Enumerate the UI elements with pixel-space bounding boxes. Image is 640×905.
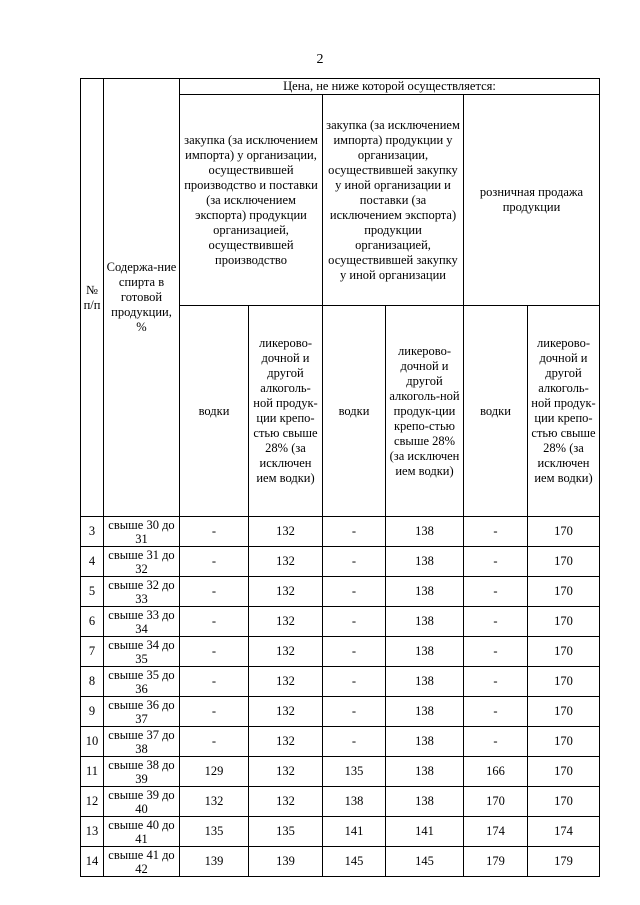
price-cell: - bbox=[180, 697, 249, 727]
price-cell: 170 bbox=[528, 697, 600, 727]
table-row bbox=[81, 847, 600, 877]
table-row bbox=[81, 727, 600, 757]
price-cell: - bbox=[323, 577, 386, 607]
price-cell: 132 bbox=[249, 697, 323, 727]
price-cell: 132 bbox=[249, 547, 323, 577]
price-cell: 141 bbox=[386, 817, 464, 847]
row-number: 9 bbox=[81, 697, 104, 727]
row-number: 12 bbox=[81, 787, 104, 817]
price-cell: 170 bbox=[528, 757, 600, 787]
price-cell: - bbox=[464, 577, 528, 607]
table-row bbox=[81, 517, 600, 547]
price-cell: 166 bbox=[464, 757, 528, 787]
table-row bbox=[81, 697, 600, 727]
price-cell: 132 bbox=[249, 637, 323, 667]
price-cell: 179 bbox=[528, 847, 600, 877]
price-cell: 135 bbox=[180, 817, 249, 847]
price-cell: - bbox=[464, 727, 528, 757]
alcohol-range: свыше 30 до 31 bbox=[104, 517, 180, 547]
price-cell: - bbox=[323, 547, 386, 577]
price-cell: 135 bbox=[249, 817, 323, 847]
alcohol-range: свыше 34 до 35 bbox=[104, 637, 180, 667]
price-cell: - bbox=[323, 667, 386, 697]
alcohol-range: свыше 31 до 32 bbox=[104, 547, 180, 577]
price-cell: - bbox=[464, 547, 528, 577]
price-cell: 132 bbox=[249, 607, 323, 637]
price-cell: 170 bbox=[528, 577, 600, 607]
header-group-producer-purchase: закупка (за исключением импорта) у организации, осуществившей производство и поставки (за исключением экспорта) продукции организацией, осуществившей производство bbox=[180, 95, 323, 306]
table-row bbox=[81, 787, 600, 817]
header-liquor: ликерово-дочной и другой алкоголь-ной продук-ции крепо-стью свыше 28% (за исключен ием водки) bbox=[386, 306, 464, 517]
header-liquor: ликерово-дочной и другой алкоголь-ной продук-ции крепо-стью свыше 28% (за исключен ием водки) bbox=[249, 306, 323, 517]
price-cell: 132 bbox=[249, 667, 323, 697]
price-cell: 132 bbox=[249, 757, 323, 787]
price-cell: 138 bbox=[386, 667, 464, 697]
price-cell: - bbox=[323, 697, 386, 727]
price-cell: 145 bbox=[386, 847, 464, 877]
table-row bbox=[81, 757, 600, 787]
price-cell: - bbox=[464, 517, 528, 547]
price-cell: 132 bbox=[249, 727, 323, 757]
price-cell: - bbox=[464, 697, 528, 727]
price-cell: - bbox=[180, 667, 249, 697]
row-number: 5 bbox=[81, 577, 104, 607]
price-cell: - bbox=[464, 667, 528, 697]
row-number: 7 bbox=[81, 637, 104, 667]
alcohol-range: свыше 33 до 34 bbox=[104, 607, 180, 637]
price-cell: 174 bbox=[464, 817, 528, 847]
price-cell: - bbox=[464, 607, 528, 637]
price-cell: 139 bbox=[180, 847, 249, 877]
table-row bbox=[81, 547, 600, 577]
price-cell: 138 bbox=[386, 697, 464, 727]
price-cell: 170 bbox=[528, 727, 600, 757]
price-cell: - bbox=[323, 607, 386, 637]
row-number: 8 bbox=[81, 667, 104, 697]
table-row bbox=[81, 667, 600, 697]
row-number: 3 bbox=[81, 517, 104, 547]
price-cell: 129 bbox=[180, 757, 249, 787]
price-cell: 170 bbox=[528, 667, 600, 697]
price-cell: - bbox=[180, 727, 249, 757]
alcohol-range: свыше 41 до 42 bbox=[104, 847, 180, 877]
price-cell: 170 bbox=[528, 637, 600, 667]
header-price: Цена, не ниже которой осуществляется: bbox=[180, 79, 600, 95]
alcohol-range: свыше 32 до 33 bbox=[104, 577, 180, 607]
price-cell: 170 bbox=[528, 607, 600, 637]
alcohol-range: свыше 40 до 41 bbox=[104, 817, 180, 847]
table-row bbox=[81, 607, 600, 637]
header-vodka: водки bbox=[464, 306, 528, 517]
alcohol-range: свыше 36 до 37 bbox=[104, 697, 180, 727]
row-number: 11 bbox=[81, 757, 104, 787]
header-group-reseller-purchase: закупка (за исключением импорта) продукции у организации, осуществившей закупку у иной организации и поставки (за исключением экспорта) продукции организацией, осуществившей закупку у иной организации bbox=[323, 95, 464, 306]
price-cell: 138 bbox=[386, 547, 464, 577]
header-vodka: водки bbox=[323, 306, 386, 517]
table-row bbox=[81, 817, 600, 847]
header-vodka: водки bbox=[180, 306, 249, 517]
row-number: 6 bbox=[81, 607, 104, 637]
table-row bbox=[81, 637, 600, 667]
price-cell: - bbox=[464, 637, 528, 667]
row-number: 4 bbox=[81, 547, 104, 577]
price-cell: 139 bbox=[249, 847, 323, 877]
header-group-retail: розничная продажа продукции bbox=[464, 95, 600, 306]
price-cell: 179 bbox=[464, 847, 528, 877]
price-cell: 132 bbox=[249, 787, 323, 817]
price-cell: 170 bbox=[528, 787, 600, 817]
price-table bbox=[80, 78, 600, 877]
price-cell: - bbox=[323, 637, 386, 667]
alcohol-range: свыше 38 до 39 bbox=[104, 757, 180, 787]
price-cell: 141 bbox=[323, 817, 386, 847]
alcohol-range: свыше 39 до 40 bbox=[104, 787, 180, 817]
header-liquor: ликерово-дочной и другой алкоголь-ной продук-ции крепо-стью свыше 28% (за исключен ием водки) bbox=[528, 306, 600, 517]
price-cell: 138 bbox=[323, 787, 386, 817]
price-cell: 170 bbox=[528, 517, 600, 547]
price-cell: - bbox=[180, 517, 249, 547]
price-cell: 138 bbox=[386, 607, 464, 637]
row-number: 14 bbox=[81, 847, 104, 877]
alcohol-range: свыше 37 до 38 bbox=[104, 727, 180, 757]
price-cell: - bbox=[180, 547, 249, 577]
price-cell: 138 bbox=[386, 577, 464, 607]
price-cell: 170 bbox=[528, 547, 600, 577]
price-cell: 135 bbox=[323, 757, 386, 787]
price-cell: 138 bbox=[386, 757, 464, 787]
price-cell: - bbox=[323, 727, 386, 757]
page-number: 2 bbox=[316, 52, 324, 67]
price-cell: - bbox=[180, 637, 249, 667]
header-row-number: № п/п bbox=[81, 79, 104, 517]
row-number: 13 bbox=[81, 817, 104, 847]
price-cell: 174 bbox=[528, 817, 600, 847]
alcohol-range: свыше 35 до 36 bbox=[104, 667, 180, 697]
price-cell: - bbox=[180, 577, 249, 607]
price-cell: 132 bbox=[249, 577, 323, 607]
price-cell: 170 bbox=[464, 787, 528, 817]
row-number: 10 bbox=[81, 727, 104, 757]
price-cell: - bbox=[323, 517, 386, 547]
price-cell: 138 bbox=[386, 637, 464, 667]
price-cell: 145 bbox=[323, 847, 386, 877]
price-cell: 138 bbox=[386, 787, 464, 817]
price-cell: 132 bbox=[180, 787, 249, 817]
table-row bbox=[81, 577, 600, 607]
header-alcohol-content: Содержа-ние спирта в готовой продукции, % bbox=[104, 79, 180, 517]
price-cell: 138 bbox=[386, 517, 464, 547]
price-cell: 132 bbox=[249, 517, 323, 547]
price-cell: - bbox=[180, 607, 249, 637]
price-cell: 138 bbox=[386, 727, 464, 757]
